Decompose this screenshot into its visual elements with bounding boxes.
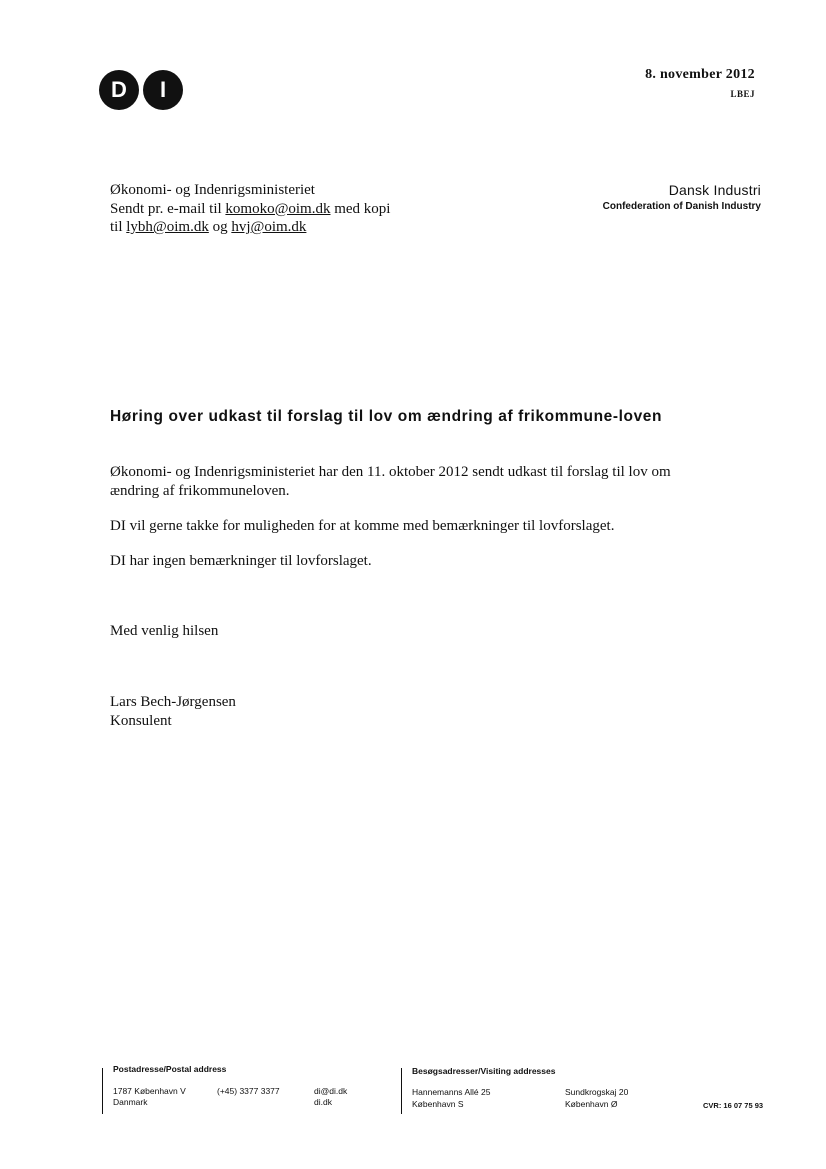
date-block: [645, 67, 755, 99]
body-paragraph-2: DI vil gerne takke for muligheden for at komme med bemærkninger til lovforslaget.: [110, 518, 615, 534]
sender-subtitle: Confederation of Danish Industry: [602, 201, 761, 212]
footer-visit-2-line-1: Sundkrogskaj 20: [565, 1087, 629, 1097]
footer-web: di.dk: [314, 1097, 332, 1107]
footer-postal-line-1: 1787 København V: [113, 1086, 186, 1096]
body-paragraph-3: DI har ingen bemærkninger til lovforslaget.: [110, 553, 372, 569]
footer-email: di@di.dk: [314, 1086, 348, 1096]
footer-visit-1-line-1: Hannemanns Allé 25: [412, 1087, 491, 1097]
recipient-line-2-prefix: Sendt pr. e-mail til: [110, 200, 226, 217]
footer-divider-postal: [102, 1068, 103, 1114]
footer-phone: (+45) 3377 3377: [217, 1086, 280, 1096]
footer-visit-2-line-2: København Ø: [565, 1099, 618, 1109]
recipient-ministry: Økonomi- og Indenrigsministeriet: [110, 182, 315, 198]
sender-organisation: [603, 182, 761, 212]
author-initials: LBEJ: [730, 89, 755, 99]
closing-greeting: Med venlig hilsen: [110, 623, 219, 639]
sender-name: Dansk Industri: [668, 182, 761, 198]
footer-cvr: CVR: 16 07 75 93: [703, 1101, 764, 1110]
footer-visiting-heading: Besøgsadresser/Visiting addresses: [412, 1066, 556, 1076]
footer-divider-visiting: [401, 1068, 402, 1114]
recipient-line-3-mid: og: [208, 219, 232, 235]
body-paragraph-1: Økonomi- og Indenrigsministeriet har den 11. oktober 2012 sendt udkast til forslag til lov om ændring af frikommuneloven.: [110, 464, 671, 499]
footer-postal-heading: Postadresse/Postal address: [113, 1064, 227, 1074]
signer-name: Lars Bech-Jørgensen: [110, 694, 236, 710]
logo-circle-i: [143, 70, 183, 110]
footer-postal-line-2: Danmark: [113, 1097, 148, 1107]
recipient-address: [110, 181, 390, 237]
letter-footer: [0, 1062, 826, 1122]
recipient-email-link[interactable]: komoko@oim.dk: [225, 200, 331, 217]
signer-title: Konsulent: [110, 713, 172, 729]
footer-visit-1-line-2: København S: [412, 1099, 464, 1109]
logo-circle-d: [99, 70, 139, 110]
letter-subject: Høring over udkast til forslag til lov om ændring af frikommune-loven: [110, 408, 663, 425]
recipient-cc-line: [110, 218, 390, 237]
logo-letter-i: I: [159, 77, 167, 102]
cc-email-link-2[interactable]: hvj@oim.dk: [231, 219, 307, 235]
di-logo: [99, 70, 185, 110]
recipient-line-3-prefix: til: [110, 219, 127, 235]
logo-letter-d: D: [111, 77, 127, 102]
letter-date: 8. november 2012: [645, 67, 755, 82]
recipient-email-line: [110, 200, 390, 219]
cc-email-link-1[interactable]: lybh@oim.dk: [126, 219, 209, 235]
recipient-line-2-suffix: med kopi: [330, 200, 391, 217]
